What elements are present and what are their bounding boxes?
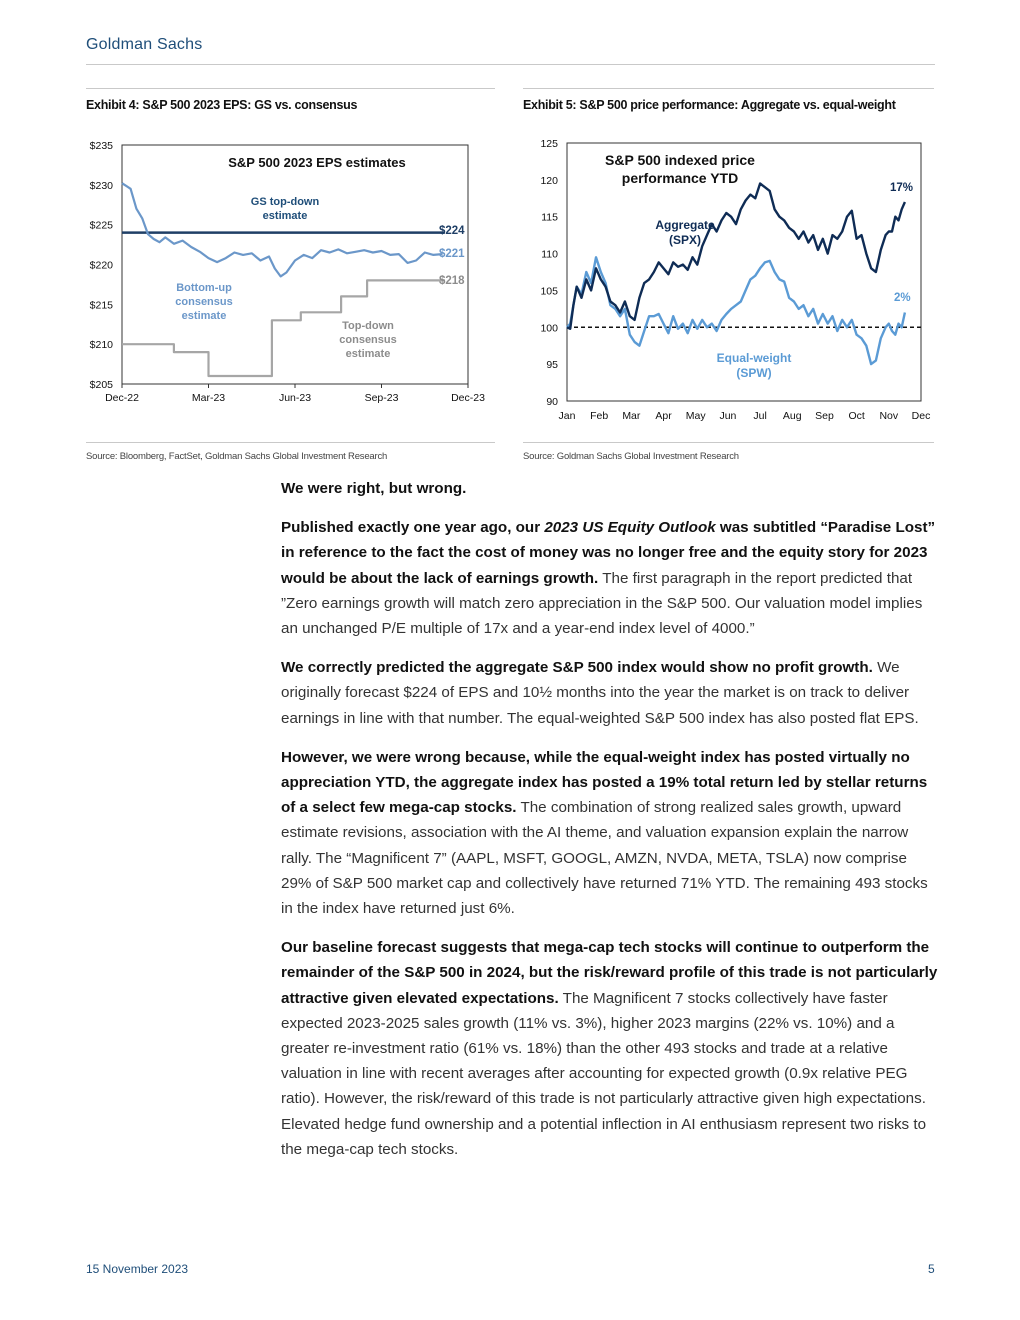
chart-annotation: estimate	[345, 348, 391, 360]
chart-annotation: Top-down	[342, 320, 394, 332]
exhibit5-source: Source: Goldman Sachs Global Investment Research	[523, 451, 739, 462]
chart-title: S&P 500 indexed price	[605, 152, 755, 168]
chart-annotation: GS top-down	[250, 196, 320, 208]
chart-annotation: Aggregate	[655, 218, 715, 232]
brand-name: Goldman Sachs	[86, 36, 203, 53]
report-title: 2023 US Equity Outlook	[544, 519, 716, 537]
chart-annotation: Equal-weight	[716, 351, 792, 365]
exhibit4-source: Source: Bloomberg, FactSet, Goldman Sachs Global Investment Research	[86, 451, 388, 462]
paragraph-4: However, we were wrong because, while the equal-weight index has posted virtually no appreciation YTD, the aggregate index has posted a 19% total return led by stellar returns of a select few mega-cap stocks. The combination of strong realized sales growth, upward estimate revisions, association with the AI theme, and valuation expansion explain the narrow rally. The “Magnificent 7” (AAPL, MSFT, GOOGL, AMZN, NVDA, META, TSLA) now comprise 29% of S&P 500 market cap and collectively have returned 71% YTD. The remaining 493 stocks in the index have returned just 6%.	[281, 748, 928, 918]
exhibit4-chart	[86, 135, 496, 410]
y-tick-label: 100	[540, 322, 558, 335]
series-end-label: $221	[439, 248, 465, 260]
x-tick-label: Mar-23	[191, 392, 226, 404]
chart-annotation: estimate	[181, 310, 227, 322]
y-tick-label: 110	[541, 248, 558, 261]
paragraph-5: Our baseline forecast suggests that mega-cap tech stocks will continue to outperform the remainder of the S&P 500 in 2024, but the risk/reward profile of this trade is not particularly attractive given elevated expectations. The Magnificent 7 stocks collectively have faster expected 2023-2025 sales growth (11% vs. 3%), higher 2023 margins (22% vs. 10%) and a greater re-investment ratio (61% vs. 18%) than the other 493 stocks and trade at a relative valuation in line with recent averages after accounting for expected growth (0.9x relative PEG ratio). However, the risk/reward of this trade is not particularly attractive given high expectations. Elevated hedge fund ownership and a potential inflection in AI enthusiasm represent two risks to the mega-cap tech stocks.	[281, 939, 938, 1158]
x-tick-label: Dec-23	[451, 392, 485, 404]
x-tick-label: Mar	[622, 410, 641, 422]
chart-annotation: (SPW)	[736, 366, 772, 380]
x-tick-label: Jun	[719, 410, 737, 422]
y-tick-label: 90	[546, 396, 558, 408]
x-tick-label: Jul	[753, 410, 767, 422]
exhibit4-title: Exhibit 4: S&P 500 2023 EPS: GS vs. consensus	[86, 98, 358, 112]
y-tick-label: $215	[89, 299, 113, 312]
chart-annotation: (SPX)	[668, 233, 702, 247]
chart-annotation: consensus	[339, 334, 397, 346]
chart-title: performance YTD	[621, 170, 739, 186]
chart-annotation: estimate	[262, 210, 308, 222]
y-tick-label: 95	[546, 359, 558, 372]
exhibit4-bottom-rule	[86, 442, 495, 443]
x-tick-label: Jan	[558, 410, 576, 422]
y-tick-label: 120	[540, 174, 558, 187]
y-tick-label: $230	[89, 179, 113, 192]
y-tick-label: $205	[89, 379, 113, 391]
exhibit4-top-rule	[86, 88, 495, 89]
x-tick-label: Feb	[590, 410, 609, 422]
exhibit5-chart	[523, 135, 935, 425]
y-tick-label: $220	[89, 259, 113, 272]
chart-annotation: consensus	[175, 296, 233, 308]
y-tick-label: $210	[89, 339, 113, 352]
y-tick-label: 105	[540, 285, 558, 298]
x-tick-label: Oct	[848, 410, 865, 422]
y-tick-label: 125	[540, 138, 558, 150]
series-end-label: $218	[439, 275, 465, 287]
y-tick-label: 115	[541, 211, 558, 224]
exhibit5-top-rule	[523, 88, 934, 89]
page-number: 5	[928, 1262, 935, 1276]
x-tick-label: Sep	[815, 410, 834, 422]
body-text	[281, 476, 941, 1176]
x-tick-label: Apr	[655, 410, 672, 422]
series-end-label: 17%	[890, 182, 914, 194]
x-tick-label: Sep-23	[364, 392, 399, 404]
chart-title: S&P 500 2023 EPS estimates	[228, 155, 406, 170]
series-end-label: 2%	[894, 292, 911, 304]
x-tick-label: Aug	[782, 410, 802, 422]
y-tick-label: $235	[89, 140, 113, 152]
exhibit5-title: Exhibit 5: S&P 500 price performance: Aggregate vs. equal-weight	[523, 98, 896, 112]
paragraph-3: We correctly predicted the aggregate S&P 500 index would show no profit growth. We originally forecast $224 of EPS and 10½ months into the year the market is on track to deliver earnings in line with that number. The equal-weighted S&P 500 index has also posted flat EPS.	[281, 659, 919, 727]
exhibit5-bottom-rule	[523, 442, 934, 443]
header-divider	[86, 64, 935, 65]
paragraph-1: We were right, but wrong.	[281, 480, 467, 497]
x-tick-label: Dec-22	[105, 392, 139, 404]
y-tick-label: $225	[89, 219, 113, 232]
x-tick-label: May	[685, 410, 706, 422]
x-tick-label: Nov	[879, 410, 899, 422]
series-end-label: $224	[439, 225, 465, 237]
x-tick-label: Jun-23	[278, 392, 312, 404]
footer-date: 15 November 2023	[86, 1262, 189, 1276]
x-tick-label: Dec	[911, 410, 931, 422]
paragraph-2: Published exactly one year ago, our 2023 US Equity Outlook was subtitled “Paradise Lost” in reference to the fact the cost of money was no longer free and the equity story for 2023 would be about the lack of earnings growth. The first paragraph in the report predicted that ”Zero earnings growth will match zero appreciation in the S&P 500. Our valuation model implies an unchanged P/E multiple of 17x and a year-end index level of 4000.”	[281, 519, 936, 638]
chart-annotation: Bottom-up	[176, 282, 232, 294]
